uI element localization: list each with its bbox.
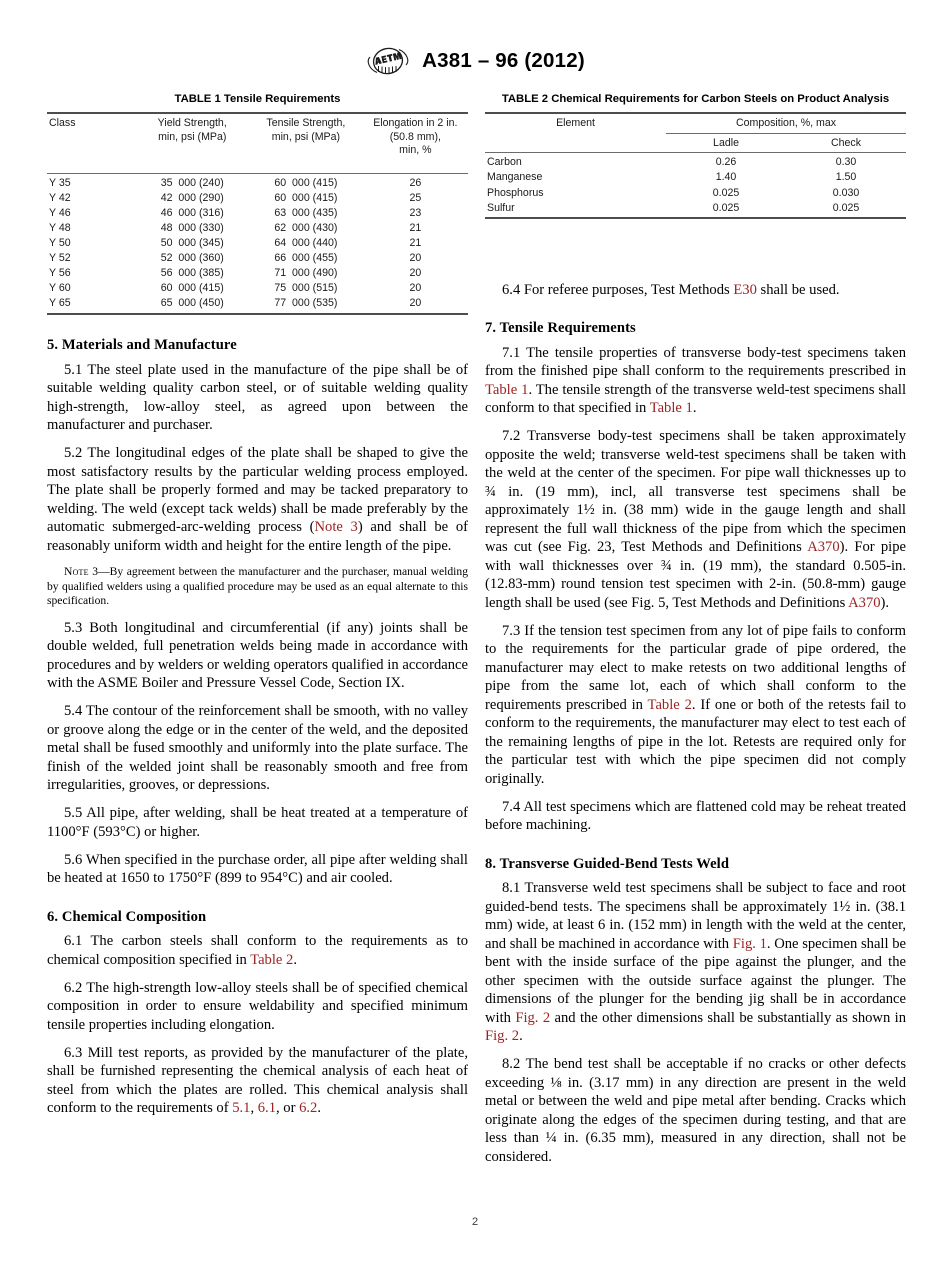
paragraph-5-3: 5.3 Both longitudinal and circumferential (if any) joints shall be double welded, full penetration welds being made in accordance with procedures and by welders or welding operators qualified in accordance with the ASME Boiler and Pressure Vessel Code, Section IX. (47, 619, 468, 692)
table2-body (485, 153, 906, 218)
cell-element: Carbon (487, 156, 522, 169)
cell-yield: 52 000 (360) (160, 252, 224, 265)
cell-check: 0.030 (832, 186, 860, 199)
cell-class: Y 46 (49, 207, 71, 220)
cell-elongation: 21 (409, 222, 422, 235)
xref-table-2[interactable]: Table 2 (250, 951, 294, 968)
cell-elongation: 20 (409, 297, 422, 310)
xref-e30[interactable]: E30 (733, 281, 757, 298)
xref-fig-2[interactable]: Fig. 2 (515, 1009, 551, 1026)
table-row (47, 296, 468, 314)
cell-yield: 46 000 (316) (160, 207, 224, 220)
table1-body (47, 174, 468, 315)
right-column (485, 92, 906, 1166)
table-row (485, 153, 906, 171)
table1-header-row (47, 113, 468, 159)
paragraph-8-2: 8.2 The bend test shall be acceptable if no cracks or other defects exceeding ⅛ in. (3.17 mm) in any direction are present in the weld metal or between the weld and pipe metal after bending. Cracks which originate along the edges of the specimen during testing, and that are less than ¼ in. (6.35 mm), measured in any direction, shall not be considered. (485, 1056, 906, 1165)
cell-elongation: 26 (409, 177, 422, 190)
page-header (0, 46, 950, 76)
table-row (485, 201, 906, 218)
astm-logo-icon (365, 46, 411, 76)
cell-tensile: 75 000 (515) (274, 282, 338, 295)
cell-ladle: 0.025 (712, 186, 740, 199)
cell-class: Y 42 (49, 192, 71, 205)
table1-col-tensile-strength: Tensile Strength, min, psi (MPa) (249, 113, 363, 159)
cell-class: Y 60 (49, 282, 71, 295)
cell-ladle: 1.40 (715, 171, 737, 184)
xref-fig-2[interactable]: Fig. 2 (485, 1028, 520, 1045)
cell-element: Manganese (487, 171, 543, 184)
cell-yield: 42 000 (290) (160, 192, 224, 205)
heading-section-7: 7. Tensile Requirements (485, 320, 636, 337)
cell-tensile: 62 000 (430) (274, 222, 338, 235)
cell-tensile: 63 000 (435) (274, 207, 338, 220)
paragraph-5-2: 5.2 The longitudinal edges of the plate shall be shaped to give the most satisfactory results by the particular welding process employed. The plate shall be properly formed and may be tacked preparatory to welding. The weld (except tack welds) shall be made preferably by the automatic submerged-arc-welding process (Note 3) and shall be of reasonably uniform width and height for the entire length of the pipe. (47, 445, 468, 554)
table-row (47, 191, 468, 206)
xref-a370[interactable]: A370 (848, 594, 881, 611)
paragraph-7-4: 7.4 All test specimens which are flattened cold may be reheat treated before machining. (485, 798, 906, 834)
cell-tensile: 60 000 (415) (274, 177, 338, 190)
paragraph-7-2: 7.2 Transverse body-test specimens shall be taken approximately opposite the weld; transverse weld-test specimens shall be taken with the weld at the center of the specimen. For pipe wall thicknesses up to ¾ in. (19 mm), incl, all transverse test specimens shall be approximately 1½ in. (38 mm) wide in the gauge length and shall represent the full wall thickness of the pipe from which the specimen was cut (see Fig. 23, Test Methods and Definitions A370). For pipe with wall thicknesses over ¾ in. (19 mm), the standard 0.505-in. (12.83-mm) round tension test specimen with 2-in. (50.8-mm) gauge length shall be used (see Fig. 5, Test Methods and Definitions A370). (485, 428, 906, 611)
xref-a370[interactable]: A370 (807, 539, 840, 556)
cell-ladle: 0.26 (715, 156, 737, 169)
cell-class: Y 48 (49, 222, 71, 235)
xref-table-1[interactable]: Table 1 (485, 381, 529, 398)
table-row (485, 186, 906, 201)
table-row (47, 281, 468, 296)
cell-element: Phosphorus (487, 186, 544, 199)
cell-class: Y 56 (49, 267, 71, 280)
left-column (47, 92, 468, 1118)
xref-6-2[interactable]: 6.2 (299, 1100, 318, 1117)
cell-ladle: 0.025 (712, 201, 740, 214)
cell-check: 0.025 (832, 201, 860, 214)
paragraph-5-1: 5.1 The steel plate used in the manufacture of the pipe shall be of suitable welding quality carbon steel, or of suitable welding quality high-strength, low-alloy steel, as agreed upon between the manufacturer and purchaser. (47, 361, 468, 434)
cell-tensile: 71 000 (490) (274, 267, 338, 280)
table-tensile-requirements (47, 112, 468, 316)
cell-elongation: 20 (409, 267, 422, 280)
table2-col-check: Check (830, 136, 862, 149)
xref-5-1[interactable]: 5.1 (232, 1100, 251, 1117)
right-body-text (485, 281, 906, 1167)
table-row (47, 174, 468, 192)
paragraph-7-3: 7.3 If the tension test specimen from any lot of pipe fails to conform to the requirements for the particular grade of pipe ordered, the manufacturer may elect to make retests on two additional lengths of pipe from the same lot, each of which shall conform to the requirements prescribed in Table 2. If one or both of the retests fail to conform to the requirements, the manufacturer may elect to test each of the remaining lengths of pipe in the lot. Retests are required only for the particular test with which the pipe specimen did not comply originally. (485, 622, 906, 787)
paragraph-7-1: 7.1 The tensile properties of transverse body-test specimens taken from the finished pipe shall conform to the requirements prescribed in Table 1. The tensile strength of the transverse weld-test specimens shall conform to that specified in Table 1. (485, 344, 906, 417)
table1-head (47, 113, 468, 174)
cell-elongation: 20 (409, 282, 422, 295)
note-label: Note (64, 564, 89, 578)
heading-section-5: 5. Materials and Manufacture (47, 337, 237, 354)
page-number: 2 (471, 1216, 479, 1228)
cell-elongation: 25 (409, 192, 422, 205)
cell-class: Y 52 (49, 252, 71, 265)
table1-caption: TABLE 1 Tensile Requirements (174, 93, 341, 105)
cell-tensile: 60 000 (415) (274, 192, 338, 205)
note-3: Note 3—By agreement between the manufacturer and the purchaser, manual welding by qualified welders using a qualified procedure may be used as an equal alternate to this specification. (47, 564, 468, 608)
table-row (485, 170, 906, 185)
paragraph-5-5: 5.5 All pipe, after welding, shall be heat treated at a temperature of 1100°F (593°C) or higher. (47, 805, 468, 840)
cell-check: 0.30 (835, 156, 857, 169)
cell-tensile: 64 000 (440) (274, 237, 338, 250)
paragraph-6-2: 6.2 The high-strength low-alloy steels shall be of specified chemical composition in order to ensure weldability and specified minimum tensile properties including elongation. (47, 979, 468, 1033)
table2-col-ladle: Ladle (713, 136, 739, 149)
cell-element: Sulfur (487, 201, 515, 214)
cell-check: 1.50 (835, 171, 857, 184)
table1-header-spacer (47, 159, 468, 174)
xref-fig-1[interactable]: Fig. 1 (732, 935, 767, 952)
cell-class: Y 35 (49, 177, 71, 190)
cell-elongation: 20 (409, 252, 422, 265)
paragraph-5-6: 5.6 When specified in the purchase order, all pipe after welding shall be heated at 1650 to 1750°F (899 to 954°C) and air cooled. (47, 851, 468, 887)
table2-col-composition: Composition, %, max (666, 113, 906, 133)
cell-yield: 60 000 (415) (160, 282, 224, 295)
paragraph-6-1: 6.1 The carbon steels shall conform to the requirements as to chemical composition specified in Table 2. (47, 933, 468, 968)
xref-6-1[interactable]: 6.1 (257, 1100, 276, 1117)
paragraph-6-3: 6.3 Mill test reports, as provided by the manufacturer of the plate, shall be furnished representing the chemical analysis of each heat of steel from which the plates are rolled. This chemical analysis shall conform to the requirements of 5.1, 6.1, or 6.2. (47, 1044, 468, 1117)
xref-note-3[interactable]: Note 3 (314, 519, 358, 536)
table-row (47, 221, 468, 236)
cell-elongation: 23 (409, 207, 422, 220)
cell-elongation: 21 (409, 237, 422, 250)
table-row (47, 236, 468, 251)
xref-table-2[interactable]: Table 2 (647, 696, 692, 713)
table1-col-class: Class (47, 113, 135, 159)
table1-col-yield-strength: Yield Strength, min, psi (MPa) (135, 113, 249, 159)
cell-class: Y 65 (49, 297, 71, 310)
heading-section-8: 8. Transverse Guided-Bend Tests Weld (485, 855, 730, 872)
table-row (47, 251, 468, 266)
cell-yield: 50 000 (345) (160, 237, 224, 250)
paragraph-5-4: 5.4 The contour of the reinforcement shall be smooth, with no valley or groove along the edge or in the center of the weld, and the deposited metal shall be fused smoothly and uniformly into the plate surface. The finish of the welded joint shall be reasonably smooth and free from irregularities, grooves, or depressions. (47, 703, 468, 794)
cell-yield: 35 000 (240) (160, 177, 224, 190)
cell-yield: 65 000 (450) (160, 297, 224, 310)
cell-yield: 56 000 (385) (160, 267, 224, 280)
left-body-text (47, 337, 468, 1117)
cell-tensile: 77 000 (535) (274, 297, 338, 310)
cell-tensile: 66 000 (455) (274, 252, 338, 265)
table-row (47, 266, 468, 281)
table2-head (485, 113, 906, 153)
cell-class: Y 50 (49, 237, 71, 250)
xref-table-1[interactable]: Table 1 (649, 400, 693, 417)
paragraph-6-4: 6.4 For referee purposes, Test Methods E30 shall be used. (502, 281, 840, 298)
table2-header-row-1 (485, 113, 906, 133)
paragraph-8-1: 8.1 Transverse weld test specimens shall be subject to face and root guided-bend tests. The specimens shall be approximately 1½ in. (38.1 mm) wide, at least 6 in. (152 mm) in length with the weld at the center, and shall be machined in accordance with Fig. 1. One specimen shall be bent with the inside surface of the pipe against the plunger, and the other specimen with the outside surface against the plunger. The dimensions of the plunger for the bending jig shall be in accordance with Fig. 2 and the other dimensions shall be substantially as shown in Fig. 2. (485, 880, 906, 1045)
table1-col-elongation: Elongation in 2 in. (50.8 mm), min, % (363, 113, 468, 159)
document-designation: A381 – 96 (2012) (422, 49, 585, 72)
table-chemical-requirements (485, 112, 906, 219)
table-row (47, 206, 468, 221)
heading-section-6: 6. Chemical Composition (47, 908, 207, 925)
table2-col-element: Element (556, 116, 595, 129)
table2-caption: TABLE 2 Chemical Requirements for Carbon Steels on Product Analysis (501, 93, 890, 105)
cell-yield: 48 000 (330) (160, 222, 224, 235)
